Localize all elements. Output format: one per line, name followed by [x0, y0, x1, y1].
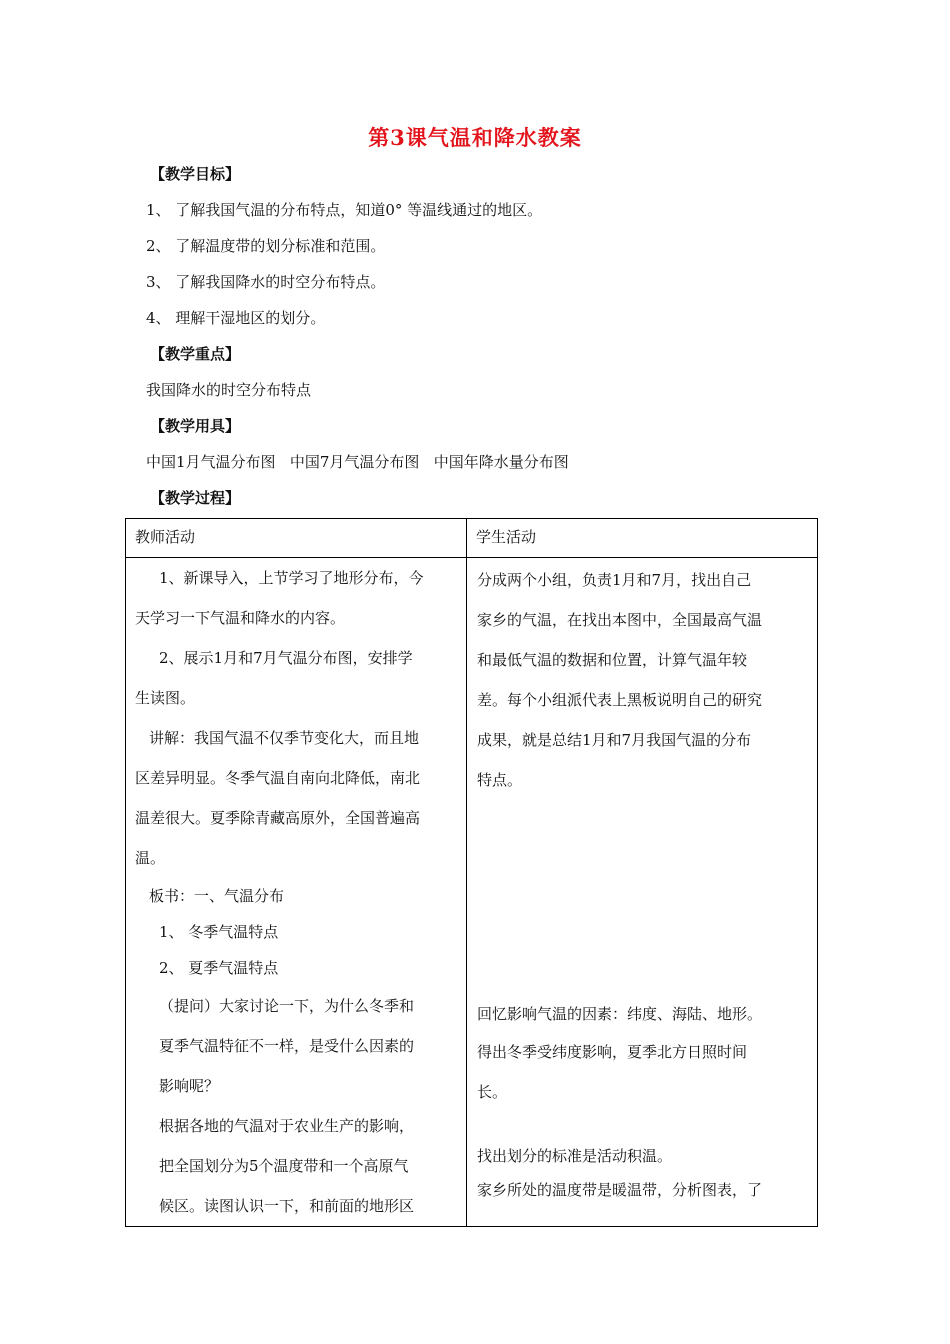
- student-line: 家乡所处的温度带是暖温带，分析图表，了: [477, 1181, 763, 1199]
- key-points-heading: 【教学重点】: [150, 345, 241, 363]
- document-title: 第3课气温和降水教案: [368, 125, 582, 150]
- teacher-line: 夏季气温特征不一样，是受什么因素的: [159, 1037, 415, 1055]
- student-line: 家乡的气温，在找出本图中，全国最高气温: [477, 611, 763, 629]
- student-activity-cell: [467, 558, 818, 1227]
- teacher-line: 候区。读图认识一下，和前面的地形区: [159, 1197, 415, 1215]
- process-heading: 【教学过程】: [150, 489, 241, 507]
- student-line: 长。: [477, 1083, 508, 1101]
- teacher-line: 2、 夏季气温特点: [159, 959, 279, 977]
- tools-text: 中国1月气温分布图 中国7月气温分布图 中国年降水量分布图: [146, 453, 569, 471]
- teacher-header: 教师活动: [126, 519, 467, 558]
- teacher-line: 2、展示1月和7月气温分布图，安排学: [159, 649, 413, 667]
- student-header: 学生活动: [467, 519, 818, 558]
- teacher-line: 把全国划分为5个温度带和一个高原气: [159, 1157, 409, 1175]
- key-points-text: 我国降水的时空分布特点: [146, 381, 312, 399]
- teacher-line: 根据各地的气温对于农业生产的影响，: [159, 1117, 415, 1135]
- objectives-heading: 【教学目标】: [150, 165, 241, 183]
- student-line: 分成两个小组，负责1月和7月，找出自己: [477, 571, 752, 589]
- student-line: 特点。: [477, 771, 523, 789]
- teacher-line: 1、新课导入，上节学习了地形分布，今: [159, 569, 424, 587]
- table-header-row: [126, 519, 818, 558]
- objective-item: 2、 了解温度带的划分标准和范围。: [146, 237, 386, 255]
- teacher-line: 影响呢？: [159, 1077, 220, 1095]
- teacher-line: 板书：一、气温分布: [149, 887, 285, 905]
- student-line: 差。每个小组派代表上黑板说明自己的研究: [477, 691, 763, 709]
- objective-item: 4、 理解干湿地区的划分。: [146, 309, 326, 327]
- teacher-line: （提问）大家讨论一下，为什么冬季和: [159, 997, 415, 1015]
- objective-item: 3、 了解我国降水的时空分布特点。: [146, 273, 386, 291]
- student-line: 回忆影响气温的因素：纬度、海陆、地形。: [477, 1005, 763, 1023]
- teacher-line: 生读图。: [135, 689, 196, 707]
- student-line: 得出冬季受纬度影响，夏季北方日照时间: [477, 1043, 748, 1061]
- student-line: 成果，就是总结1月和7月我国气温的分布: [477, 731, 752, 749]
- teacher-line: 讲解：我国气温不仅季节变化大，而且地: [149, 729, 420, 747]
- tools-heading: 【教学用具】: [150, 417, 241, 435]
- teacher-line: 区差异明显。冬季气温自南向北降低，南北: [135, 769, 421, 787]
- process-table: [125, 518, 818, 1227]
- objective-item: 1、 了解我国气温的分布特点，知道0° 等温线通过的地区。: [146, 201, 543, 219]
- teacher-line: 1、 冬季气温特点: [159, 923, 279, 941]
- teacher-line: 天学习一下气温和降水的内容。: [135, 609, 346, 627]
- student-line: 和最低气温的数据和位置，计算气温年较: [477, 651, 748, 669]
- teacher-line: 温。: [135, 849, 166, 867]
- student-line: 找出划分的标准是活动积温。: [477, 1147, 673, 1165]
- teacher-activity-cell: [126, 558, 467, 1227]
- table-row: [126, 558, 818, 1227]
- teacher-line: 温差很大。夏季除青藏高原外，全国普遍高: [135, 809, 421, 827]
